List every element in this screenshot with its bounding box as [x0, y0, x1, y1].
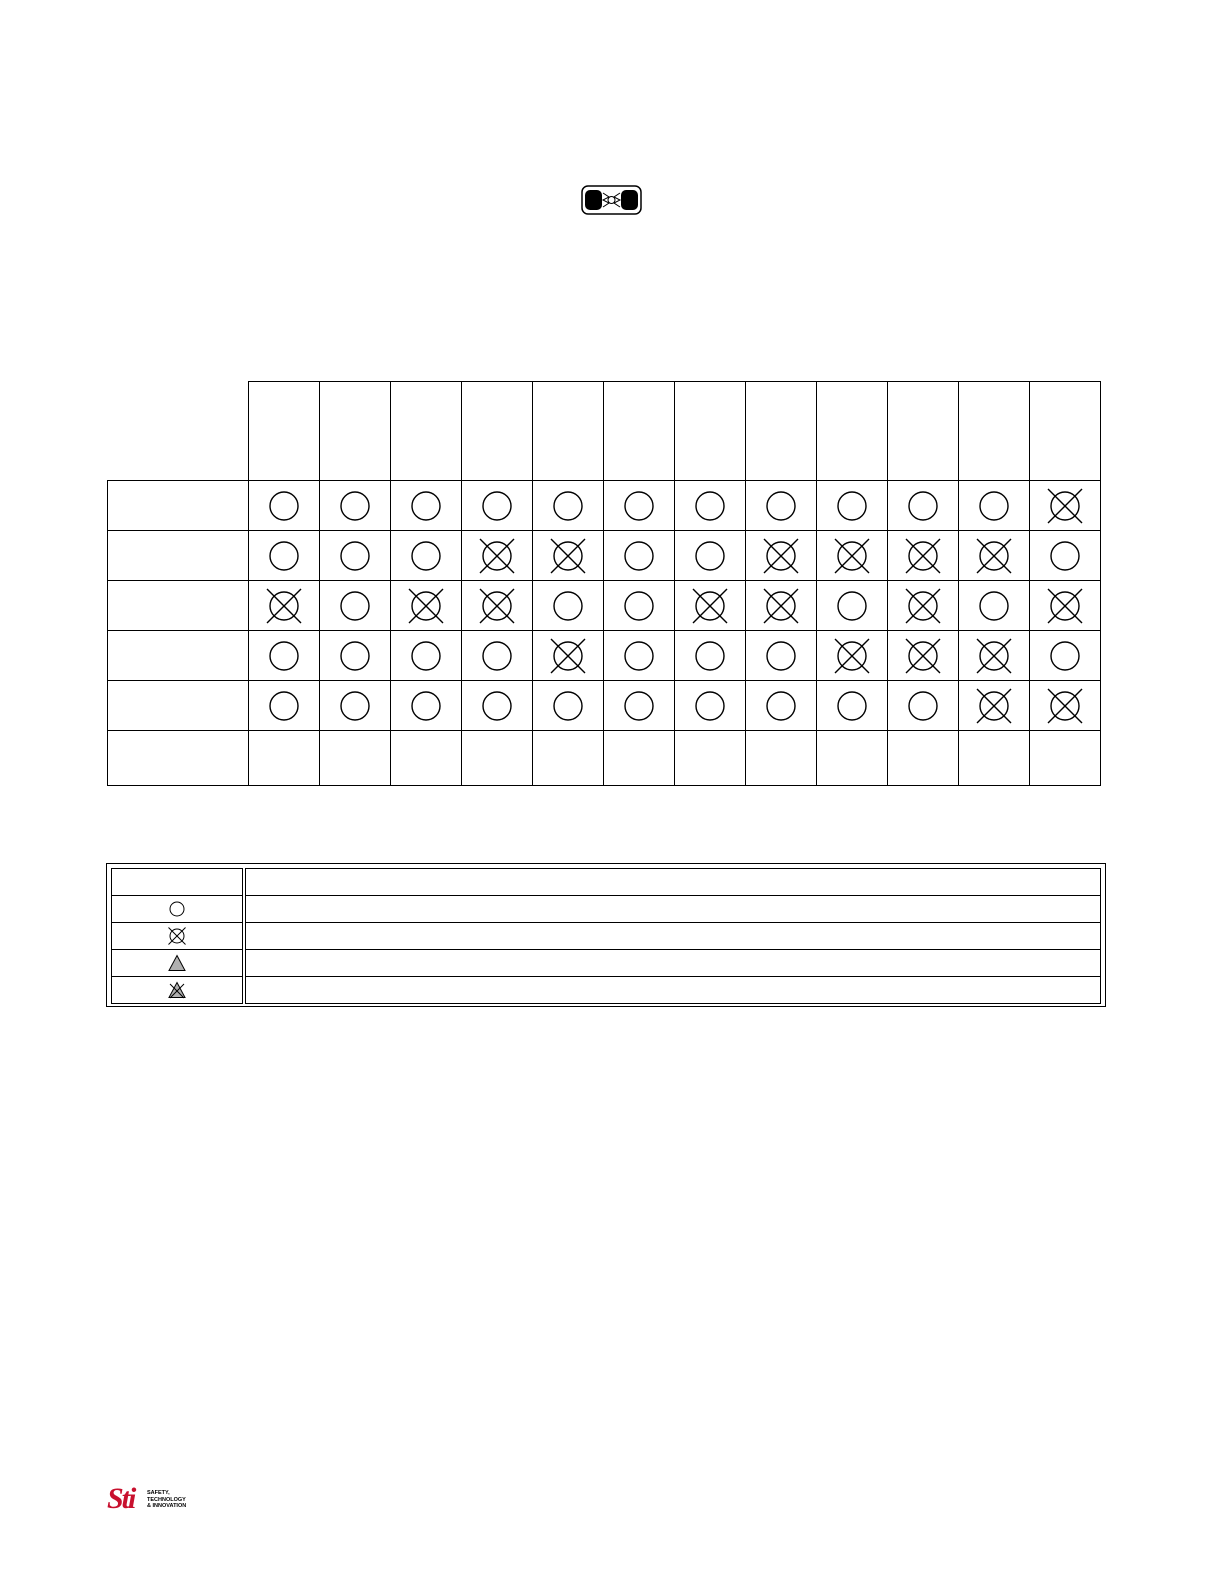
matrix-cell — [532, 631, 603, 681]
column-header — [603, 382, 674, 481]
crossed-circle-icon — [832, 636, 872, 676]
circle-icon — [335, 636, 375, 676]
column-header — [319, 382, 390, 481]
circle-icon — [761, 486, 801, 526]
matrix-cell — [674, 731, 745, 786]
circle-icon — [690, 686, 730, 726]
matrix-cell — [745, 631, 816, 681]
matrix-cell — [461, 581, 532, 631]
matrix-cell — [390, 531, 461, 581]
circle-icon — [619, 586, 659, 626]
column-header — [745, 382, 816, 481]
circle-icon — [335, 586, 375, 626]
matrix-cell — [1029, 631, 1100, 681]
crossed-circle-icon — [548, 536, 588, 576]
matrix-cell — [674, 531, 745, 581]
matrix-cell — [248, 731, 319, 786]
matrix-cell — [674, 481, 745, 531]
matrix-cell — [603, 581, 674, 631]
row-label — [108, 531, 249, 581]
circle-icon — [264, 686, 304, 726]
matrix-cell — [319, 681, 390, 731]
matrix-cell — [745, 681, 816, 731]
matrix-cell — [958, 731, 1029, 786]
matrix-cell — [532, 681, 603, 731]
crossed-circle-icon — [974, 686, 1014, 726]
matrix-cell — [390, 581, 461, 631]
legend-row — [112, 923, 1101, 950]
crossed-triangle-icon — [167, 980, 187, 1000]
product-device-icon — [581, 185, 642, 215]
matrix-cell — [532, 731, 603, 786]
matrix-cell — [816, 631, 887, 681]
circle-icon — [548, 686, 588, 726]
legend-symbol — [112, 923, 245, 950]
row-label — [108, 681, 249, 731]
legend-meaning-header — [244, 869, 1101, 896]
matrix-cell — [390, 731, 461, 786]
crossed-circle-icon — [903, 586, 943, 626]
logo-tagline: SAFETY, TECHNOLOGY & INNOVATION — [147, 1490, 187, 1509]
matrix-cell — [461, 531, 532, 581]
matrix-cell — [319, 531, 390, 581]
matrix-cell — [319, 631, 390, 681]
logo-mark: Sti — [107, 1482, 135, 1515]
column-header — [887, 382, 958, 481]
circle-icon — [690, 486, 730, 526]
circle-icon — [406, 636, 446, 676]
circle-icon — [406, 486, 446, 526]
matrix-cell — [319, 731, 390, 786]
circle-icon — [406, 536, 446, 576]
circle-icon — [761, 636, 801, 676]
circle-icon — [903, 686, 943, 726]
matrix-cell — [603, 631, 674, 681]
company-logo — [107, 1484, 199, 1514]
matrix-cell — [745, 531, 816, 581]
circle-icon — [264, 636, 304, 676]
matrix-header-row — [108, 382, 1101, 481]
circle-icon — [167, 899, 187, 919]
crossed-circle-icon — [761, 536, 801, 576]
matrix-cell — [745, 481, 816, 531]
circle-icon — [832, 686, 872, 726]
compatibility-matrix — [107, 381, 1101, 786]
matrix-cell — [816, 481, 887, 531]
matrix-cell — [887, 531, 958, 581]
column-header — [390, 382, 461, 481]
column-header — [1029, 382, 1100, 481]
matrix-cell — [603, 731, 674, 786]
crossed-circle-icon — [1045, 486, 1085, 526]
crossed-circle-icon — [1045, 586, 1085, 626]
row-label — [108, 481, 249, 531]
matrix-cell — [248, 681, 319, 731]
crossed-circle-icon — [477, 536, 517, 576]
legend-row — [112, 977, 1101, 1004]
circle-icon — [974, 486, 1014, 526]
column-header — [674, 382, 745, 481]
circle-icon — [477, 686, 517, 726]
matrix-cell — [958, 481, 1029, 531]
circle-icon — [903, 486, 943, 526]
matrix-cell — [816, 681, 887, 731]
matrix-cell — [532, 481, 603, 531]
circle-icon — [548, 486, 588, 526]
triangle-icon — [167, 953, 187, 973]
crossed-circle-icon — [903, 636, 943, 676]
matrix-cell — [674, 681, 745, 731]
circle-icon — [264, 486, 304, 526]
crossed-circle-icon — [974, 636, 1014, 676]
legend-row — [112, 950, 1101, 977]
crossed-circle-icon — [832, 536, 872, 576]
row-label — [108, 631, 249, 681]
matrix-cell — [816, 731, 887, 786]
circle-icon — [619, 636, 659, 676]
matrix-cell — [674, 581, 745, 631]
crossed-circle-icon — [690, 586, 730, 626]
matrix-cell — [1029, 581, 1100, 631]
legend-symbol — [112, 896, 245, 923]
legend-meaning — [244, 896, 1101, 923]
crossed-circle-icon — [167, 926, 187, 946]
matrix-row — [108, 581, 1101, 631]
crossed-circle-icon — [406, 586, 446, 626]
circle-icon — [406, 686, 446, 726]
matrix-cell — [390, 631, 461, 681]
legend-symbol — [112, 977, 245, 1004]
matrix-cell — [248, 531, 319, 581]
matrix-cell — [461, 731, 532, 786]
symbol-legend — [106, 863, 1106, 1007]
matrix-cell — [958, 581, 1029, 631]
circle-icon — [690, 636, 730, 676]
circle-icon — [264, 536, 304, 576]
row-label — [108, 581, 249, 631]
circle-icon — [974, 586, 1014, 626]
matrix-cell — [745, 731, 816, 786]
circle-icon — [761, 686, 801, 726]
matrix-cell — [887, 581, 958, 631]
matrix-cell — [532, 531, 603, 581]
matrix-cell — [248, 581, 319, 631]
matrix-corner — [108, 382, 249, 481]
matrix-row — [108, 631, 1101, 681]
circle-icon — [619, 486, 659, 526]
legend-meaning — [244, 977, 1101, 1004]
circle-icon — [335, 686, 375, 726]
matrix-cell — [887, 681, 958, 731]
circle-icon — [477, 636, 517, 676]
matrix-cell — [248, 481, 319, 531]
circle-icon — [619, 536, 659, 576]
matrix-cell — [319, 481, 390, 531]
matrix-cell — [319, 581, 390, 631]
matrix-cell — [532, 581, 603, 631]
matrix-cell — [461, 631, 532, 681]
matrix-cell — [603, 681, 674, 731]
circle-icon — [1045, 536, 1085, 576]
matrix-cell — [461, 681, 532, 731]
column-header — [958, 382, 1029, 481]
column-header — [816, 382, 887, 481]
matrix-cell — [390, 681, 461, 731]
matrix-cell — [816, 581, 887, 631]
legend-symbol-header — [112, 869, 245, 896]
matrix-cell — [1029, 681, 1100, 731]
matrix-cell — [958, 681, 1029, 731]
column-header — [461, 382, 532, 481]
matrix-cell — [958, 531, 1029, 581]
column-header — [532, 382, 603, 481]
legend-meaning — [244, 950, 1101, 977]
legend-row — [112, 896, 1101, 923]
matrix-cell — [958, 631, 1029, 681]
circle-icon — [548, 586, 588, 626]
row-label — [108, 731, 249, 786]
circle-icon — [832, 586, 872, 626]
legend-symbol — [112, 950, 245, 977]
crossed-circle-icon — [974, 536, 1014, 576]
matrix-cell — [745, 581, 816, 631]
matrix-cell — [674, 631, 745, 681]
circle-icon — [477, 486, 517, 526]
matrix-row — [108, 731, 1101, 786]
legend-meaning — [244, 923, 1101, 950]
matrix-cell — [461, 481, 532, 531]
column-header — [248, 382, 319, 481]
matrix-cell — [1029, 481, 1100, 531]
matrix-row — [108, 681, 1101, 731]
matrix-cell — [603, 481, 674, 531]
crossed-circle-icon — [548, 636, 588, 676]
circle-icon — [335, 486, 375, 526]
crossed-circle-icon — [264, 586, 304, 626]
circle-icon — [619, 686, 659, 726]
matrix-cell — [887, 481, 958, 531]
circle-icon — [832, 486, 872, 526]
crossed-circle-icon — [1045, 686, 1085, 726]
crossed-circle-icon — [903, 536, 943, 576]
circle-icon — [690, 536, 730, 576]
matrix-cell — [887, 731, 958, 786]
matrix-cell — [390, 481, 461, 531]
matrix-cell — [887, 631, 958, 681]
matrix-row — [108, 481, 1101, 531]
circle-icon — [1045, 636, 1085, 676]
matrix-cell — [1029, 731, 1100, 786]
matrix-cell — [1029, 531, 1100, 581]
circle-icon — [335, 536, 375, 576]
matrix-cell — [816, 531, 887, 581]
matrix-row — [108, 531, 1101, 581]
matrix-cell — [603, 531, 674, 581]
crossed-circle-icon — [761, 586, 801, 626]
matrix-cell — [248, 631, 319, 681]
legend-header-row — [112, 869, 1101, 896]
crossed-circle-icon — [477, 586, 517, 626]
